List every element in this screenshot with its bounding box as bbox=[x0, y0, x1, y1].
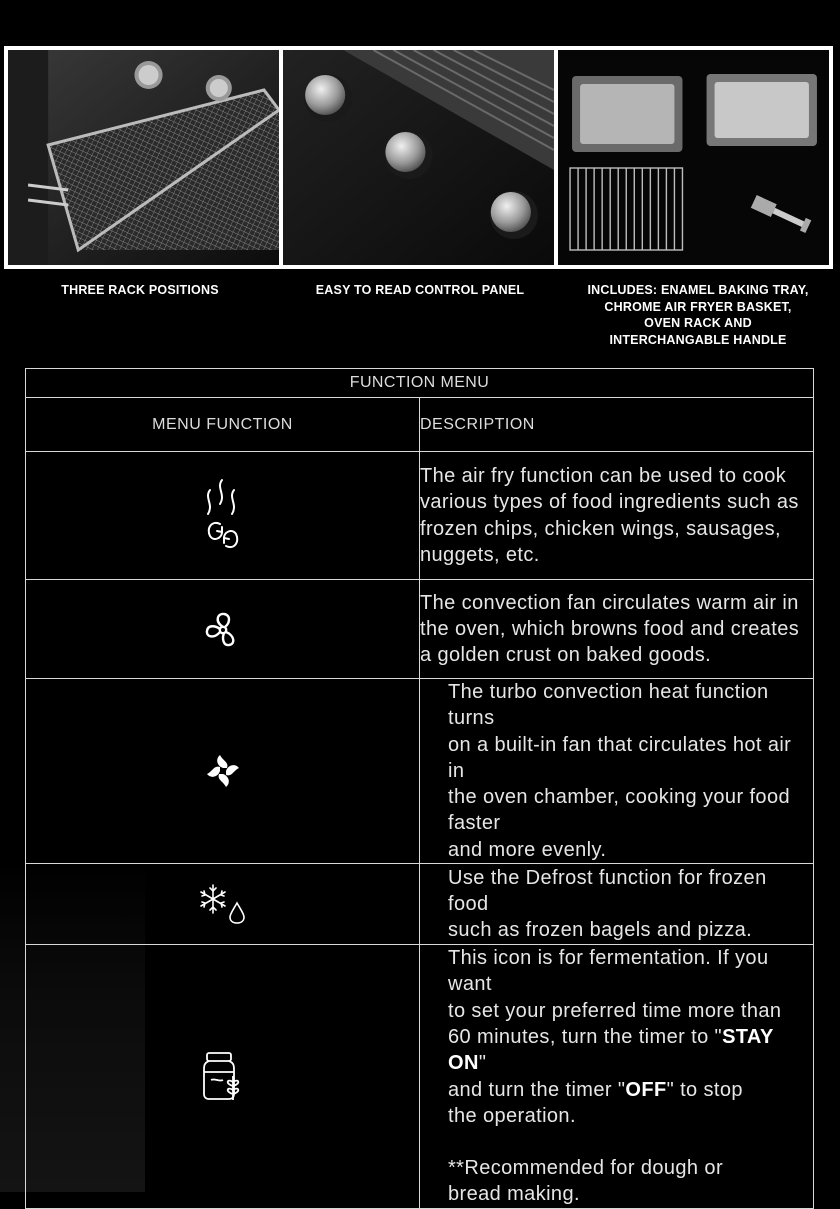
off-label: OFF bbox=[625, 1078, 667, 1101]
icon-cell bbox=[26, 580, 420, 679]
turbo-convection-icon bbox=[205, 753, 241, 789]
header-description: DESCRIPTION bbox=[420, 398, 814, 452]
air-fry-icon bbox=[200, 476, 246, 556]
table-row bbox=[26, 945, 814, 1209]
table-title: FUNCTION MENU bbox=[26, 369, 814, 398]
caption-includes: INCLUDES: ENAMEL BAKING TRAY, CHROME AIR FRYER BASKET, OVEN RACK AND INTERCHANGABLE HANDLE bbox=[587, 283, 809, 347]
accessories-photo bbox=[558, 50, 829, 265]
icon-cell bbox=[26, 679, 420, 864]
photo-strip bbox=[4, 46, 833, 269]
description-air-fry: The air fry function can be used to cook various types of food ingredients such as frozen chips, chicken wings, sausages, nuggets, etc. bbox=[420, 452, 814, 580]
table-row bbox=[26, 452, 814, 580]
table-row bbox=[26, 580, 814, 679]
icon-cell bbox=[26, 864, 420, 945]
caption-control-panel: EASY TO READ CONTROL PANEL bbox=[315, 283, 525, 297]
defrost-icon bbox=[197, 883, 249, 925]
function-menu-table bbox=[25, 368, 814, 1209]
description-turbo-convection: The turbo convection heat function turns on a built-in fan that circulates hot air in the oven chamber, cooking your food faster and more evenly. bbox=[420, 679, 814, 864]
control-knobs-photo bbox=[283, 50, 554, 265]
oven-rack-photo bbox=[8, 50, 279, 265]
stay-on-label: STAY ON bbox=[448, 1025, 774, 1075]
caption-rack-positions: THREE RACK POSITIONS bbox=[61, 283, 219, 297]
description-convection-fan: The convection fan circulates warm air in the oven, which browns food and creates a golden crust on baked goods. bbox=[420, 580, 814, 679]
description-defrost: Use the Defrost function for frozen food such as frozen bagels and pizza. bbox=[420, 864, 814, 945]
description-fermentation: This icon is for fermentation. If you want to set your preferred time more than 60 minutes, turn the timer to "STAY ON" and turn the timer "OFF" to stop the operation. **Recommended for dough or bread making. bbox=[420, 945, 814, 1209]
header-menu-function: MENU FUNCTION bbox=[26, 398, 420, 452]
icon-cell bbox=[26, 452, 420, 580]
convection-fan-icon bbox=[204, 611, 242, 647]
icon-cell bbox=[26, 945, 420, 1209]
table-row bbox=[26, 679, 814, 864]
table-row bbox=[26, 864, 814, 945]
fermentation-icon bbox=[201, 1050, 245, 1102]
recommendation-note: **Recommended for dough or bbox=[448, 1157, 723, 1180]
